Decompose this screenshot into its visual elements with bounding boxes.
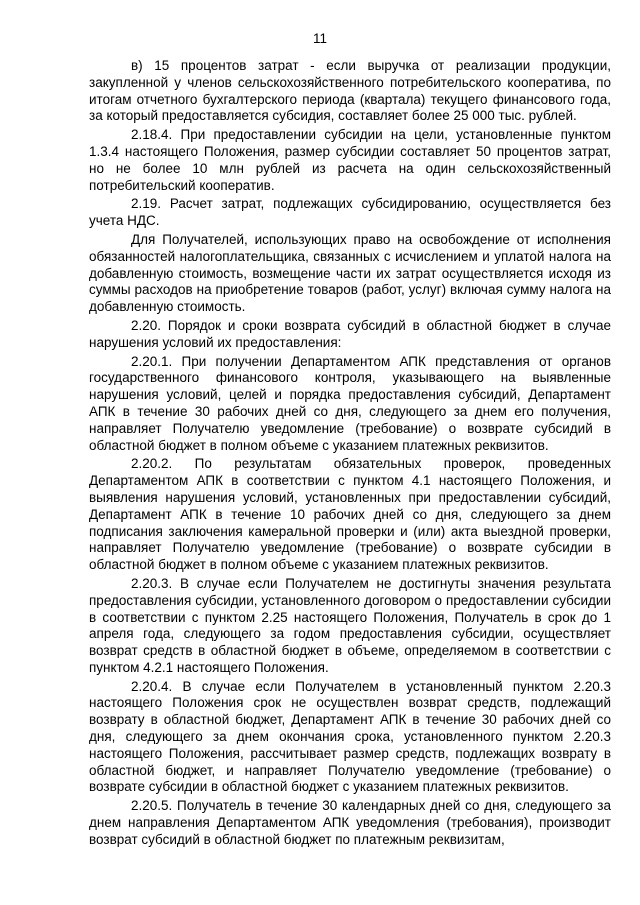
paragraph-2-20-4: 2.20.4. В случае если Получателем в установленный пунктом 2.20.3 настоящего Положения срок не осуществлен возврат средств, подлежащий возврату в областной бюджет, Департамент АПК в течение 30 рабочих дней со дня, следующего за днем окончания срока, установленного пунктом 2.20.3 настоящего Положения, рассчитывает размер средств, подлежащих возврату в областной бюджет, и направляет Получателю уведомление (требование) о возврате субсидии в областной бюджет с указанием платежных реквизитов. bbox=[89, 678, 611, 795]
paragraph-2-20-5: 2.20.5. Получатель в течение 30 календарных дней со дня, следующего за днем направления Департаментом АПК уведомления (требования), производит возврат субсидий в областной бюджет по платежным реквизитам, bbox=[89, 798, 611, 847]
paragraph-2-20-1: 2.20.1. При получении Департаментом АПК представления от органов государственного финансового контроля, указывающего на выявленные нарушения условий, целей и порядка предоставления субсидий, Департамент АПК в течение 30 рабочих дней со дня, следующего за днем его получения, направляет Получателю уведомление (требование) о возврате субсидий в областной бюджет в полном объеме с указанием платежных реквизитов. bbox=[89, 353, 611, 453]
page-number: 11 bbox=[312, 31, 327, 46]
paragraph-2-20-3: 2.20.3. В случае если Получателем не достигнуты значения результата предоставления субсидии, установленного договором о предоставлении субсидии в соответствии с пунктом 2.25 настоящего Положения, Получатель в срок до 1 апреля года, следующего за годом предоставления субсидии, осуществляет возврат средств в областной бюджет в объеме, определяемом в соответствии с пунктом 4.2.1 настоящего Положения. bbox=[89, 575, 611, 675]
paragraph-subsidy-15-percent: в) 15 процентов затрат - если выручка от реализации продукции, закупленной у членов сельскохозяйственного потребительского кооператива, по итогам отчетного бухгалтерского периода (квартала) текущего финансового года, за который предоставляется субсидия, составляет более 25 000 тыс. рублей. bbox=[89, 58, 611, 124]
paragraph-2-20-2: 2.20.2. По результатам обязательных проверок, проведенных Департаментом АПК в соответствии с пунктом 4.1 настоящего Положения, и выявления нарушения условий, установленных при предоставлении субсидий, Департамент АПК в течение 10 рабочих дней со дня, следующего за днем подписания заключения камеральной проверки и (или) акта выездной проверки, направляет Получателю уведомление (требование) о возврате субсидии в областной бюджет в полном объеме с указанием платежных реквизитов. bbox=[89, 456, 611, 573]
paragraph-2-18-4: 2.18.4. При предоставлении субсидии на цели, установленные пунктом 1.3.4 настоящего Положения, размер субсидии составляет 50 процентов затрат, но не более 10 млн рублей из расчета на один сельскохозяйственный потребительский кооператив. bbox=[89, 127, 611, 193]
paragraph-2-19: 2.19. Расчет затрат, подлежащих субсидированию, осуществляется без учета НДС. bbox=[89, 196, 611, 229]
paragraph-vat-exemption: Для Получателей, использующих право на освобождение от исполнения обязанностей налогоплательщика, связанных с исчислением и уплатой налога на добавленную стоимость, возмещение части их затрат осуществляется исходя из суммы расходов на приобретение товаров (работ, услуг) включая сумму налога на добавленную стоимость. bbox=[89, 231, 611, 315]
document-body bbox=[89, 58, 611, 849]
paragraph-2-20: 2.20. Порядок и сроки возврата субсидий в областной бюджет в случае нарушения условий их предоставления: bbox=[89, 317, 611, 350]
